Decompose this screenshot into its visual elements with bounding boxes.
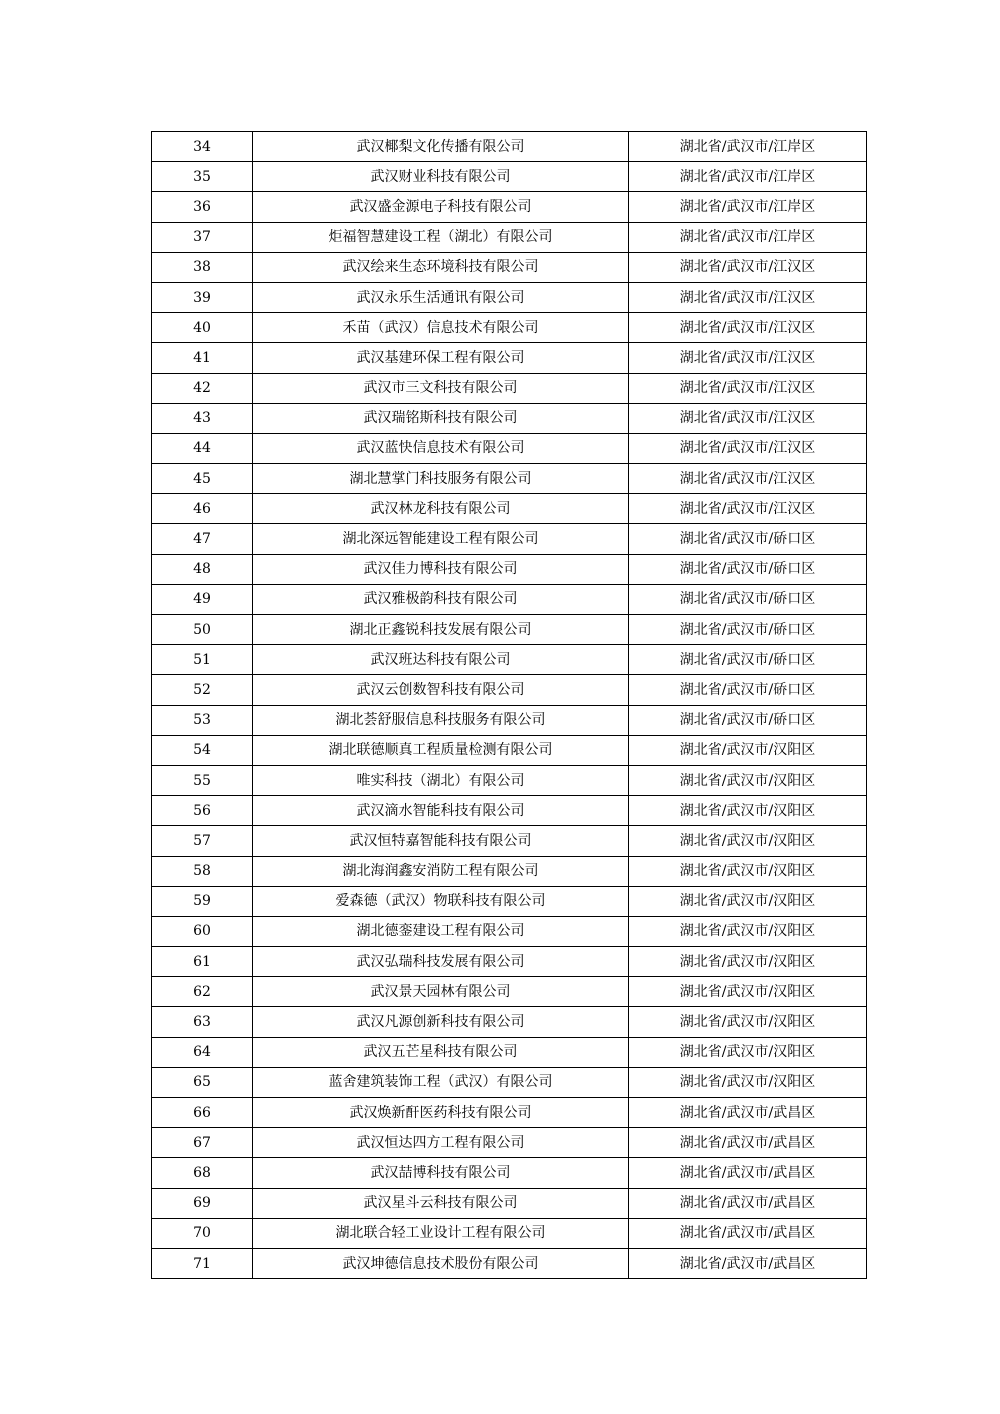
location-cell: 湖北省/武汉市/武昌区 [629,1248,867,1278]
location-cell: 湖北省/武汉市/武昌区 [629,1218,867,1248]
row-number-cell: 35 [152,162,253,192]
table-row [152,282,867,312]
row-number-cell: 62 [152,977,253,1007]
company-name-cell: 湖北联合轻工业设计工程有限公司 [253,1218,629,1248]
table-row [152,464,867,494]
row-number-cell: 64 [152,1037,253,1067]
table-row [152,615,867,645]
location-cell: 湖北省/武汉市/硚口区 [629,615,867,645]
location-cell: 湖北省/武汉市/江汉区 [629,252,867,282]
row-number-cell: 69 [152,1188,253,1218]
row-number-cell: 47 [152,524,253,554]
row-number-cell: 39 [152,282,253,312]
company-name-cell: 湖北深远智能建设工程有限公司 [253,524,629,554]
row-number-cell: 57 [152,826,253,856]
company-name-cell: 武汉恒达四方工程有限公司 [253,1128,629,1158]
company-name-cell: 武汉滴水智能科技有限公司 [253,796,629,826]
row-number-cell: 59 [152,886,253,916]
location-cell: 湖北省/武汉市/江汉区 [629,373,867,403]
table-row [152,1037,867,1067]
table-row [152,1067,867,1097]
table-row [152,735,867,765]
table-row [152,1128,867,1158]
company-table-body [152,132,867,1279]
table-row [152,343,867,373]
table-row [152,1188,867,1218]
company-name-cell: 湖北慧掌门科技服务有限公司 [253,464,629,494]
company-name-cell: 武汉林龙科技有限公司 [253,494,629,524]
location-cell: 湖北省/武汉市/江汉区 [629,494,867,524]
location-cell: 湖北省/武汉市/硚口区 [629,675,867,705]
table-row [152,977,867,1007]
table-row [152,796,867,826]
location-cell: 湖北省/武汉市/汉阳区 [629,1067,867,1097]
location-cell: 湖北省/武汉市/武昌区 [629,1158,867,1188]
company-name-cell: 武汉财业科技有限公司 [253,162,629,192]
row-number-cell: 50 [152,615,253,645]
row-number-cell: 45 [152,464,253,494]
location-cell: 湖北省/武汉市/汉阳区 [629,1037,867,1067]
row-number-cell: 49 [152,584,253,614]
location-cell: 湖北省/武汉市/江岸区 [629,132,867,162]
row-number-cell: 37 [152,222,253,252]
table-row [152,1248,867,1278]
row-number-cell: 43 [152,403,253,433]
row-number-cell: 38 [152,252,253,282]
company-name-cell: 武汉雅极韵科技有限公司 [253,584,629,614]
location-cell: 湖北省/武汉市/硚口区 [629,554,867,584]
company-name-cell: 湖北海润鑫安消防工程有限公司 [253,856,629,886]
row-number-cell: 46 [152,494,253,524]
row-number-cell: 65 [152,1067,253,1097]
company-name-cell: 武汉弘瑞科技发展有限公司 [253,947,629,977]
row-number-cell: 34 [152,132,253,162]
row-number-cell: 40 [152,313,253,343]
location-cell: 湖北省/武汉市/江汉区 [629,282,867,312]
location-cell: 湖北省/武汉市/江岸区 [629,162,867,192]
table-row [152,252,867,282]
company-name-cell: 爱森德（武汉）物联科技有限公司 [253,886,629,916]
location-cell: 湖北省/武汉市/江岸区 [629,222,867,252]
table-row [152,403,867,433]
location-cell: 湖北省/武汉市/武昌区 [629,1098,867,1128]
row-number-cell: 42 [152,373,253,403]
location-cell: 湖北省/武汉市/汉阳区 [629,765,867,795]
location-cell: 湖北省/武汉市/汉阳区 [629,796,867,826]
table-row [152,675,867,705]
company-name-cell: 炬福智慧建设工程（湖北）有限公司 [253,222,629,252]
company-name-cell: 湖北德銮建设工程有限公司 [253,916,629,946]
row-number-cell: 55 [152,765,253,795]
location-cell: 湖北省/武汉市/江汉区 [629,433,867,463]
location-cell: 湖北省/武汉市/硚口区 [629,645,867,675]
row-number-cell: 44 [152,433,253,463]
table-row [152,222,867,252]
table-row [152,1158,867,1188]
company-name-cell: 武汉恒特嘉智能科技有限公司 [253,826,629,856]
table-row [152,856,867,886]
company-name-cell: 武汉云创数智科技有限公司 [253,675,629,705]
row-number-cell: 70 [152,1218,253,1248]
row-number-cell: 54 [152,735,253,765]
row-number-cell: 67 [152,1128,253,1158]
row-number-cell: 68 [152,1158,253,1188]
row-number-cell: 53 [152,705,253,735]
row-number-cell: 61 [152,947,253,977]
location-cell: 湖北省/武汉市/汉阳区 [629,977,867,1007]
location-cell: 湖北省/武汉市/武昌区 [629,1188,867,1218]
row-number-cell: 51 [152,645,253,675]
company-name-cell: 武汉喆博科技有限公司 [253,1158,629,1188]
company-name-cell: 蓝舍建筑装饰工程（武汉）有限公司 [253,1067,629,1097]
location-cell: 湖北省/武汉市/汉阳区 [629,735,867,765]
row-number-cell: 66 [152,1098,253,1128]
table-row [152,313,867,343]
table-row [152,1218,867,1248]
table-row [152,645,867,675]
location-cell: 湖北省/武汉市/江汉区 [629,464,867,494]
row-number-cell: 60 [152,916,253,946]
company-name-cell: 武汉蓝快信息技术有限公司 [253,433,629,463]
location-cell: 湖北省/武汉市/汉阳区 [629,886,867,916]
company-name-cell: 武汉坤德信息技术股份有限公司 [253,1248,629,1278]
location-cell: 湖北省/武汉市/江汉区 [629,403,867,433]
company-name-cell: 武汉景天园林有限公司 [253,977,629,1007]
table-row [152,916,867,946]
row-number-cell: 48 [152,554,253,584]
row-number-cell: 56 [152,796,253,826]
table-row [152,554,867,584]
company-name-cell: 湖北荟舒服信息科技服务有限公司 [253,705,629,735]
table-row [152,705,867,735]
company-name-cell: 武汉椰梨文化传播有限公司 [253,132,629,162]
table-row [152,192,867,222]
company-name-cell: 武汉瑞铭斯科技有限公司 [253,403,629,433]
table-row [152,584,867,614]
location-cell: 湖北省/武汉市/硚口区 [629,705,867,735]
table-row [152,433,867,463]
company-name-cell: 武汉焕新酐医药科技有限公司 [253,1098,629,1128]
location-cell: 湖北省/武汉市/武昌区 [629,1128,867,1158]
row-number-cell: 36 [152,192,253,222]
location-cell: 湖北省/武汉市/汉阳区 [629,856,867,886]
company-name-cell: 武汉五芒星科技有限公司 [253,1037,629,1067]
table-row [152,132,867,162]
company-table [151,131,867,1279]
row-number-cell: 63 [152,1007,253,1037]
company-name-cell: 武汉班达科技有限公司 [253,645,629,675]
row-number-cell: 52 [152,675,253,705]
row-number-cell: 71 [152,1248,253,1278]
company-name-cell: 武汉星斗云科技有限公司 [253,1188,629,1218]
table-row [152,765,867,795]
company-name-cell: 武汉佳力博科技有限公司 [253,554,629,584]
table-row [152,886,867,916]
company-name-cell: 武汉永乐生活通讯有限公司 [253,282,629,312]
table-row [152,524,867,554]
location-cell: 湖北省/武汉市/硚口区 [629,524,867,554]
company-name-cell: 武汉绘来生态环境科技有限公司 [253,252,629,282]
location-cell: 湖北省/武汉市/江岸区 [629,192,867,222]
location-cell: 湖北省/武汉市/汉阳区 [629,826,867,856]
company-name-cell: 武汉凡源创新科技有限公司 [253,1007,629,1037]
table-row [152,494,867,524]
row-number-cell: 58 [152,856,253,886]
location-cell: 湖北省/武汉市/汉阳区 [629,1007,867,1037]
location-cell: 湖北省/武汉市/硚口区 [629,584,867,614]
company-name-cell: 武汉盛金源电子科技有限公司 [253,192,629,222]
company-name-cell: 唯实科技（湖北）有限公司 [253,765,629,795]
table-row [152,947,867,977]
company-name-cell: 湖北正鑫锐科技发展有限公司 [253,615,629,645]
table-row [152,373,867,403]
location-cell: 湖北省/武汉市/汉阳区 [629,916,867,946]
company-name-cell: 武汉市三文科技有限公司 [253,373,629,403]
location-cell: 湖北省/武汉市/江汉区 [629,343,867,373]
location-cell: 湖北省/武汉市/江汉区 [629,313,867,343]
table-row [152,1007,867,1037]
location-cell: 湖北省/武汉市/汉阳区 [629,947,867,977]
company-name-cell: 湖北联德顺真工程质量检测有限公司 [253,735,629,765]
company-name-cell: 武汉基建环保工程有限公司 [253,343,629,373]
table-row [152,826,867,856]
row-number-cell: 41 [152,343,253,373]
table-row [152,1098,867,1128]
table-row [152,162,867,192]
company-name-cell: 禾苗（武汉）信息技术有限公司 [253,313,629,343]
